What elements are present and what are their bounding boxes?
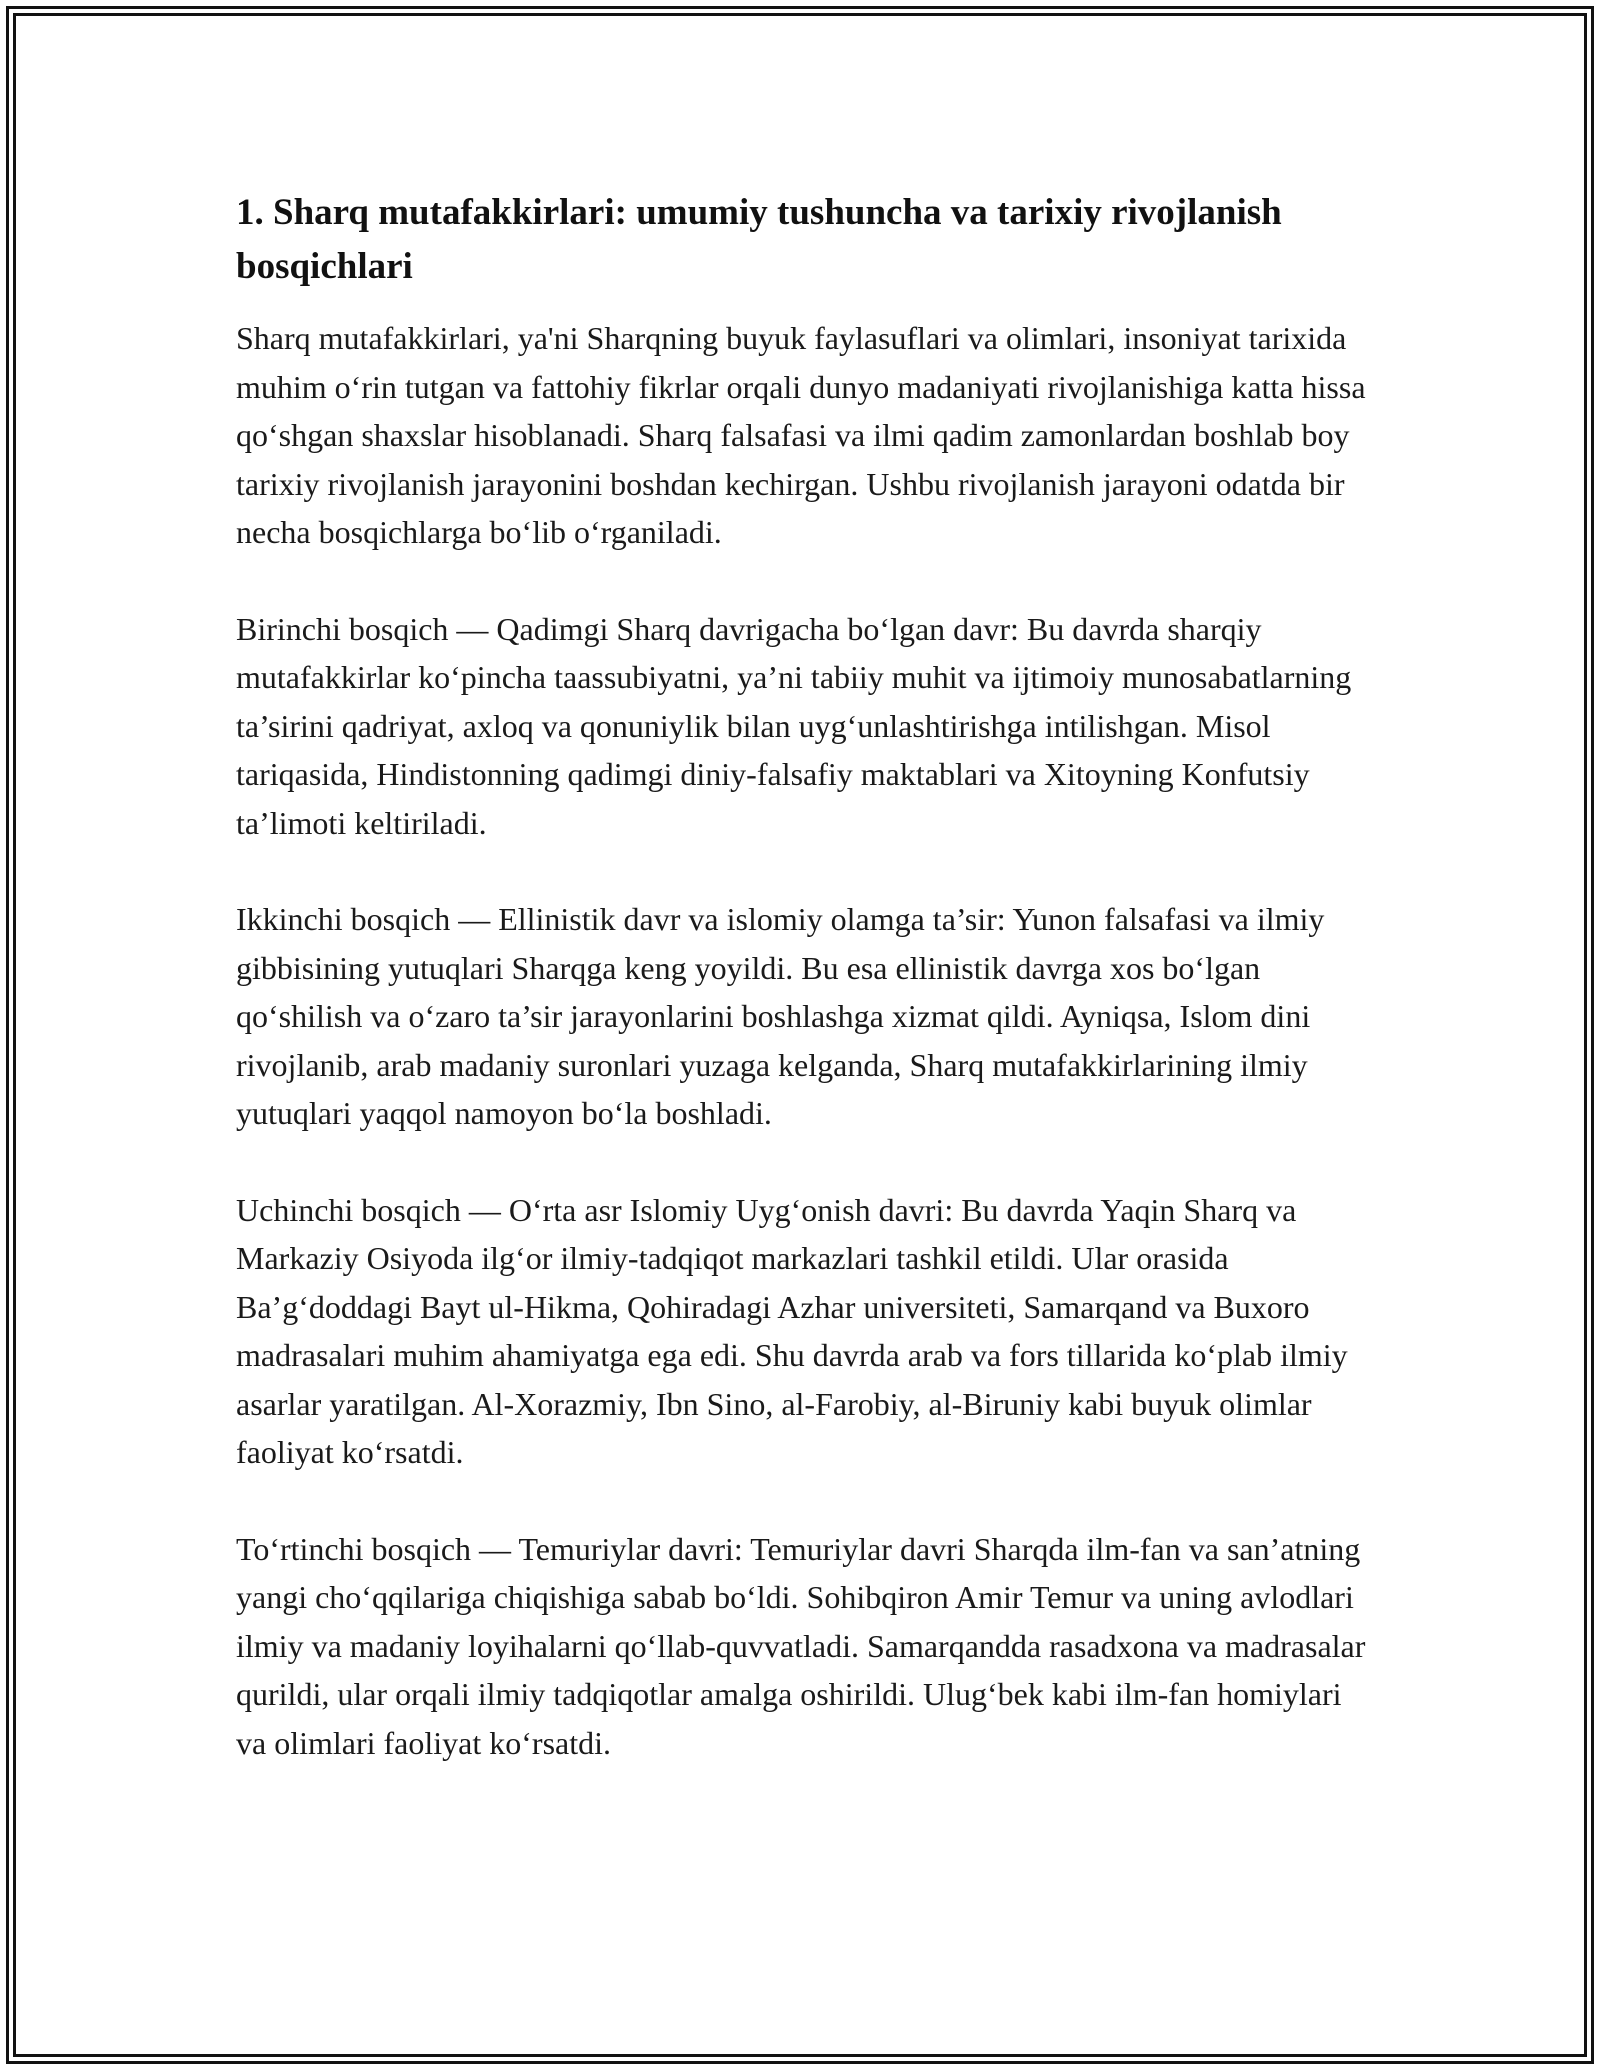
paragraph-intro: Sharq mutafakkirlari, ya'ni Sharqning buyuk faylasuflari va olimlari, insoniyat tarixida muhim o‘rin tutgan va fattohiy fikrlar orqali dunyo madaniyati rivojlanishiga katta hissa qo‘shgan shaxslar hisoblanadi. Sharq falsafasi va ilmi qadim zamonlardan boshlab boy tarixiy rivojlanish jarayonini boshdan kechirgan. Ushbu rivojlanish jarayoni odatda bir necha bosqichlarga bo‘lib o‘rganiladi. <box>236 320 1366 550</box>
paragraph-stage-4: To‘rtinchi bosqich — Temuriylar davri: Temuriylar davri Sharqda ilm-fan va san’atning yangi cho‘qqilariga chiqishiga sabab bo‘ldi. Sohibqiron Amir Temur va uning avlodlari ilmiy va madaniy loyihalarni qo‘llab-quvvatladi. Samarqandda rasadxona va madrasalar qurildi, ular orqali ilmiy tadqiqotlar amalga oshirildi. Ulug‘bek kabi ilm-fan homiylari va olimlari faoliyat ko‘rsatdi. <box>236 1530 1366 1761</box>
section-heading: 1. Sharq mutafakkirlari: umumiy tushuncha va tarixiy rivojlanish bosqichlari <box>236 192 1282 287</box>
paragraph-stage-3: Uchinchi bosqich — O‘rta asr Islomiy Uyg‘onish davri: Bu davrda Yaqin Sharq va Markaziy Osiyoda ilg‘or ilmiy-tadqiqot markazlari tashkil etildi. Ular orasida Ba’g‘doddagi Bayt ul-Hikma, Qohiradagi Azhar universiteti, Samarqand va Buxoro madrasalari muhim ahamiyatga ega edi. Shu davrda arab va fors tillarida ko‘plab ilmiy asarlar yaratilgan. Al-Xorazmiy, Ibn Sino, al-Farobiy, al-Biruniy kabi buyuk olimlar faoliyat ko‘rsatdi. <box>236 1191 1348 1470</box>
document-body <box>236 186 1366 1815</box>
paragraph-stage-1: Birinchi bosqich — Qadimgi Sharq davrigacha bo‘lgan davr: Bu davrda sharqiy mutafakkirlar ko‘pincha taassubiyatni, ya’ni tabiiy muhit va ijtimoiy munosabatlarning ta’sirini qadriyat, axloq va qonuniylik bilan uyg‘unlashtirishga intilishgan. Misol tariqasida, Hindistonning qadimgi diniy-falsafiy maktablari va Xitoyning Konfutsiy ta’limoti keltiriladi. <box>236 610 1352 841</box>
paragraph-stage-2: Ikkinchi bosqich — Ellinistik davr va islomiy olamga ta’sir: Yunon falsafasi va ilmiy gibbisining yutuqlari Sharqga keng yoyildi. Bu esa ellinistik davrga xos bo‘lgan qo‘shilish va o‘zaro ta’sir jarayonlarini boshlashga xizmat qildi. Ayniqsa, Islom dini rivojlanib, arab madaniy suronlari yuzaga kelganda, Sharq mutafakkirlarining ilmiy yutuqlari yaqqol namoyon bo‘la boshladi. <box>236 901 1325 1131</box>
